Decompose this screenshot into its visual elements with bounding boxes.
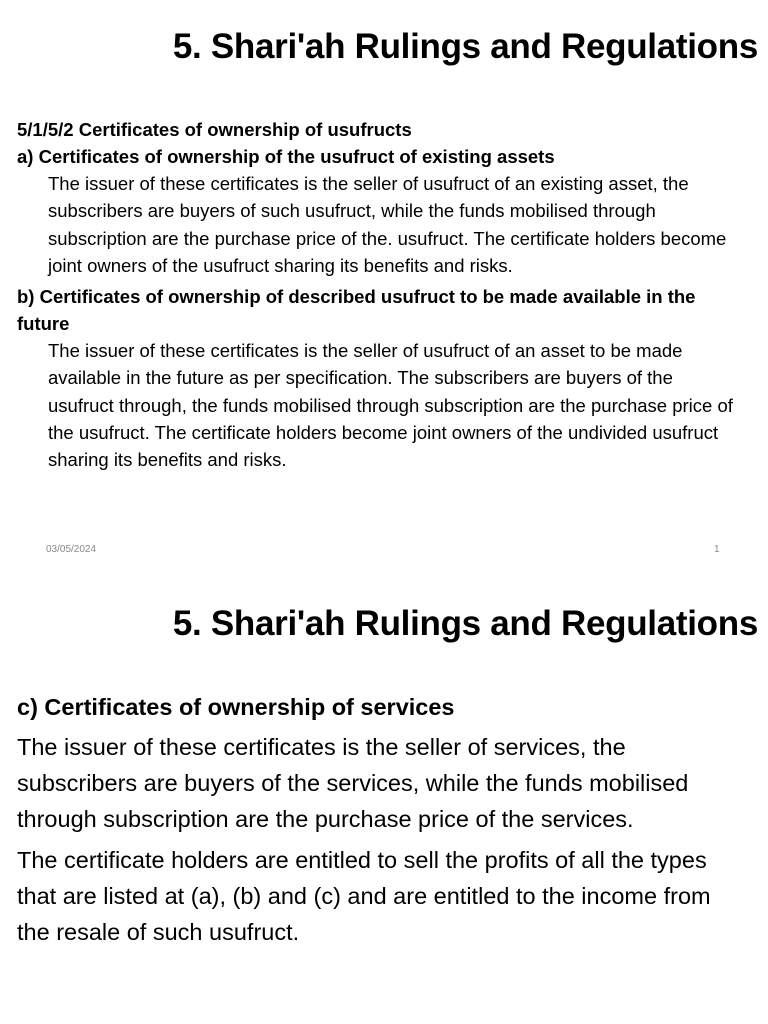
item-b-heading: b) Certificates of ownership of described usufruct to be made available in the future bbox=[17, 286, 696, 335]
footer-page-number: 1 bbox=[714, 544, 720, 555]
paragraph: The certificate holders are entitled to sell the profits of all the types that are listed at (a), (b) and (c) and are entitled to the income from the resale of such usufruct. bbox=[17, 847, 711, 945]
item-b-text: The issuer of these certificates is the seller of usufruct of an asset to be made available in the future as per specification. The subscribers are buyers of the usufruct through, the funds mobilised through subscription are the purchase price of the usufruct. The certificate holders become joint owners of the undivided usufruct sharing its benefits and risks. bbox=[48, 340, 733, 471]
slide-body bbox=[17, 116, 747, 478]
slide-title: 5. Shari'ah Rulings and Regulations bbox=[172, 604, 758, 643]
slide-title: 5. Shari'ah Rulings and Regulations bbox=[172, 27, 758, 66]
slide-2 bbox=[0, 578, 768, 1024]
slide-body bbox=[17, 689, 757, 955]
item-a-heading: a) Certificates of ownership of the usufruct of existing assets bbox=[17, 146, 555, 167]
item-c-heading: c) Certificates of ownership of services bbox=[17, 694, 455, 720]
item-a-text: The issuer of these certificates is the seller of usufruct of an existing asset, the subscribers are buyers of such usufruct, while the funds mobilised through subscription are the purchase price of the. usufruct. The certificate holders become joint owners of the usufruct sharing its benefits and risks. bbox=[48, 173, 727, 276]
paragraph: The issuer of these certificates is the seller of services, the subscribers are buyers of the services, while the funds mobilised through subscription are the purchase price of the services. bbox=[17, 734, 689, 832]
section-heading: 5/1/5/2 Certificates of ownership of usufructs bbox=[17, 119, 412, 140]
footer-date: 03/05/2024 bbox=[46, 544, 97, 555]
